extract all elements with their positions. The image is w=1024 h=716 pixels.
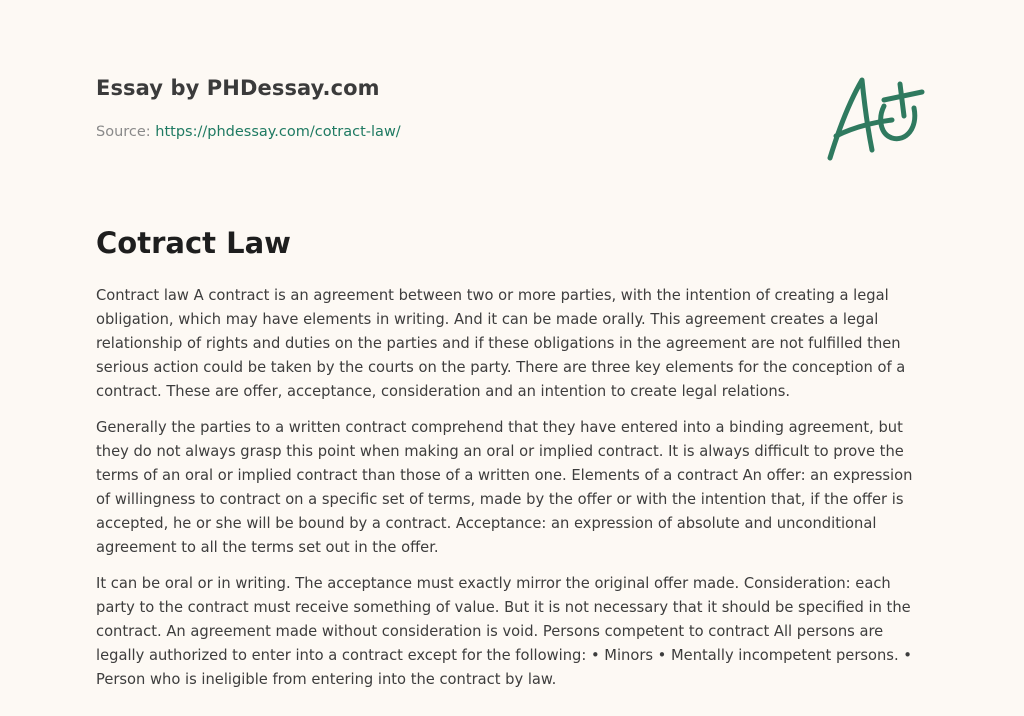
a-plus-logo-icon: [822, 70, 926, 164]
essay-paragraph: It can be oral or in writing. The acceptance must exactly mirror the original offer made. Consideration: each party to the contract must receive something of value. But it is not necessary that it should be specified in the contract. An agreement made without consideration is void. Persons competent to contract All persons are legally authorized to enter into a contract except for the following: • Minors • Mentally incompetent persons. • Person who is ineligible from entering into the contract by law.: [96, 575, 912, 688]
essay-paragraph: Generally the parties to a written contract comprehend that they have entered into a binding agreement, but they do not always grasp this point when making an oral or implied contract. It is always difficult to prove the terms of an oral or implied contract than those of a written one. Elements of a contract An offer: an expression of willingness to contract on a specific set of terms, made by the offer or with the intention that, if the offer is accepted, he or she will be bound by a contract. Acceptance: an expression of absolute and unconditional agreement to all the terms set out in the offer.: [96, 419, 913, 556]
site-title: Essay by PHDessay.com: [96, 76, 380, 100]
source-line: [96, 124, 401, 140]
essay-body: [96, 284, 928, 704]
source-link[interactable]: https://phdessay.com/cotract-law/: [155, 124, 401, 140]
essay-title: Cotract Law: [96, 226, 291, 260]
source-label: Source:: [96, 124, 151, 140]
essay-paragraph: Contract law A contract is an agreement between two or more parties, with the intention of creating a legal obligation, which may have elements in writing. And it can be made orally. This agreement creates a legal relationship of rights and duties on the parties and if these obligations in the agreement are not fulfilled then serious action could be taken by the courts on the party. There are three key elements for the conception of a contract. These are offer, acceptance, consideration and an intention to create legal relations.: [96, 287, 906, 400]
